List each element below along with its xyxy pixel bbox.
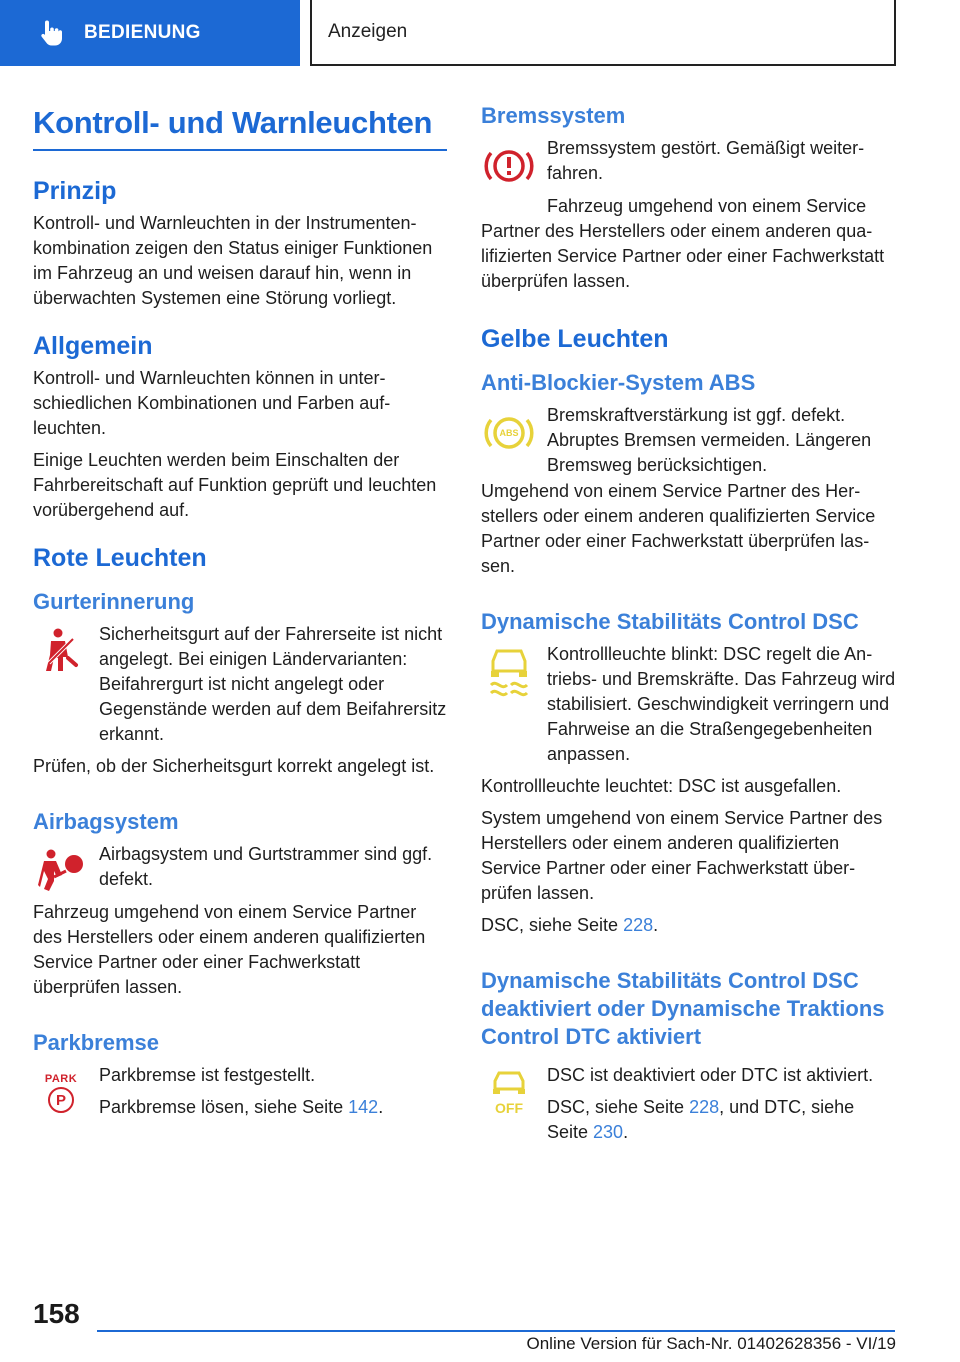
text-park-2	[99, 1095, 447, 1120]
footer-text: Online Version für Sach-Nr. 01402628356 - VI/19	[526, 1334, 896, 1353]
text-gurt-2: Prüfen, ob der Sicherheitsgurt korrekt angelegt ist.	[33, 756, 435, 776]
section-title: Anzeigen	[328, 21, 408, 42]
airbag-entry	[33, 842, 447, 918]
text-dsc-3: System umgehend von einem Service Partner des Herstellers oder einem anderen qualifizierten Service Partner oder einer Fachwerkstatt überprüfen lassen.	[481, 808, 883, 903]
page-link-228-b[interactable]: 228	[689, 1097, 720, 1117]
text-park-2-post: .	[378, 1097, 384, 1117]
heading-airbagsystem: Airbagsystem	[33, 809, 179, 834]
heading-bremssystem: Bremssystem	[481, 103, 626, 128]
dsc-off-icon-label: OFF	[495, 1100, 523, 1116]
chapter-tab[interactable]	[0, 0, 300, 66]
page-number: 158	[33, 1298, 80, 1329]
heading-abs: Anti-Blockier-System ABS	[481, 370, 756, 395]
text-prinzip: Kontroll- und Warnleuchten in der Instrumentenkombination zeigen den Status einiger Funktionen im Fahrzeug an und weisen darauf hin, wenn in überwachten Systemen eine Störung vorliegt.	[33, 213, 433, 308]
parking-brake-icon	[33, 1065, 89, 1121]
section-header	[310, 0, 896, 66]
heading-gurterinnerung: Gurterinnerung	[33, 589, 195, 614]
heading-parkbremse: Parkbremse	[33, 1030, 159, 1055]
text-abs-1: Bremskraftverstärkung ist ggf. defekt. Abruptes Bremsen vermeiden. Längeren Bremsweg berücksichtigen.	[547, 405, 872, 475]
text-allgemein-1: Kontroll- und Warnleuchten können in unterschiedlichen Kombinationen und Farben aufleuchten.	[33, 368, 391, 438]
heading-rote-leuchten: Rote Leuchten	[33, 544, 207, 572]
text-dsc-1: Kontrollleuchte blinkt: DSC regelt die Antriebs- und Bremskräfte. Das Fahrzeug wird stabilisiert. Geschwindigkeit verringern und Fahrweise an die Straßengegebenheiten anpassen.	[547, 644, 896, 764]
brems-entry	[481, 136, 896, 212]
text-dsc-2: Kontrollleuchte leuchtet: DSC ist ausgefallen.	[481, 776, 842, 796]
gurt-entry	[33, 622, 447, 747]
text-dsc-4	[481, 913, 896, 938]
abs-entry	[481, 403, 896, 479]
page-link-142[interactable]: 142	[348, 1097, 379, 1117]
heading-dsc: Dynamische Stabilitäts Control DSC	[481, 609, 859, 634]
heading-prinzip: Prinzip	[33, 177, 117, 205]
text-dsc-off-2-post: .	[623, 1122, 629, 1142]
text-dsc-off-2-pre: DSC, siehe Seite	[547, 1097, 690, 1117]
park-icon-letter: P	[55, 1091, 66, 1109]
left-column	[33, 100, 447, 1139]
airbag-icon	[33, 844, 89, 900]
page-link-230[interactable]: 230	[593, 1122, 624, 1142]
text-dsc-4-pre: DSC, siehe Seite	[481, 915, 624, 935]
right-column	[481, 100, 896, 1152]
text-brems-1: Bremssystem gestört. Gemäßigt weiterfahren.	[547, 138, 865, 183]
text-airbag-1: Airbagsystem und Gurtstrammer sind ggf. defekt.	[99, 844, 433, 889]
park-icon-circle	[48, 1087, 74, 1113]
chapter-tab-label: BEDIENUNG	[84, 22, 201, 43]
brake-warning-icon	[481, 138, 537, 194]
text-brems-2: Fahrzeug umgehend von einem Service Partner des Herstellers oder einem anderen qualifizierten Service Partner oder einer Fachwerkstatt überprüfen lassen.	[481, 196, 885, 291]
text-dsc-4-post: .	[653, 915, 659, 935]
heading-dsc-off: Dynamische Stabilitäts Control DSC deaktiviert oder Dynamische Traktions Control DTC aktiviert	[481, 968, 885, 1049]
text-airbag-2: Fahrzeug umgehend von einem Service Partner des Herstellers oder einem anderen qualifizierten Service Partner oder einer Fachwerkstatt überprüfen lassen.	[33, 902, 426, 997]
seatbelt-icon	[33, 624, 89, 680]
text-dsc-off-1: DSC ist deaktiviert oder DTC ist aktiviert.	[547, 1065, 874, 1085]
park-icon-label: PARK	[44, 1073, 78, 1085]
dsc-off-icon	[481, 1065, 537, 1121]
text-park-2-pre: Parkbremse lösen, siehe Seite	[99, 1097, 349, 1117]
abs-icon-label: ABS	[499, 428, 519, 438]
text-gurt-1: Sicherheitsgurt auf der Fahrerseite ist nicht angelegt. Bei einigen Ländervarianten: Beifahrergurt ist nicht angelegt oder Gegenstände werden auf dem Beifahrersitz erkannt.	[99, 624, 447, 744]
dsc-entry	[481, 642, 896, 767]
text-park-1: Parkbremse ist festgestellt.	[99, 1065, 316, 1085]
footer-divider	[97, 1330, 895, 1332]
heading-gelbe-leuchten: Gelbe Leuchten	[481, 325, 669, 353]
text-allgemein-2: Einige Leuchten werden beim Einschalten der Fahrbereitschaft auf Funktion geprüft und leuchten vorübergehend auf.	[33, 450, 437, 520]
park-entry	[33, 1063, 447, 1139]
text-dsc-off-2	[547, 1095, 896, 1145]
text-abs-2: Umgehend von einem Service Partner des Herstellers oder einem anderen qualifizierten Service Partner oder einer Fachwerkstatt überprüfen lassen.	[481, 481, 876, 576]
hand-pointer-icon	[38, 20, 64, 46]
abs-icon	[481, 405, 537, 461]
page-title: Kontroll- und Warnleuchten	[33, 100, 447, 151]
heading-allgemein: Allgemein	[33, 332, 153, 360]
page-link-228[interactable]: 228	[623, 915, 654, 935]
text-dsc-off-2-mid: , und DTC, siehe Seite	[547, 1097, 855, 1142]
page-header	[0, 0, 960, 66]
dsc-off-entry	[481, 1063, 896, 1145]
dsc-icon	[481, 644, 537, 700]
